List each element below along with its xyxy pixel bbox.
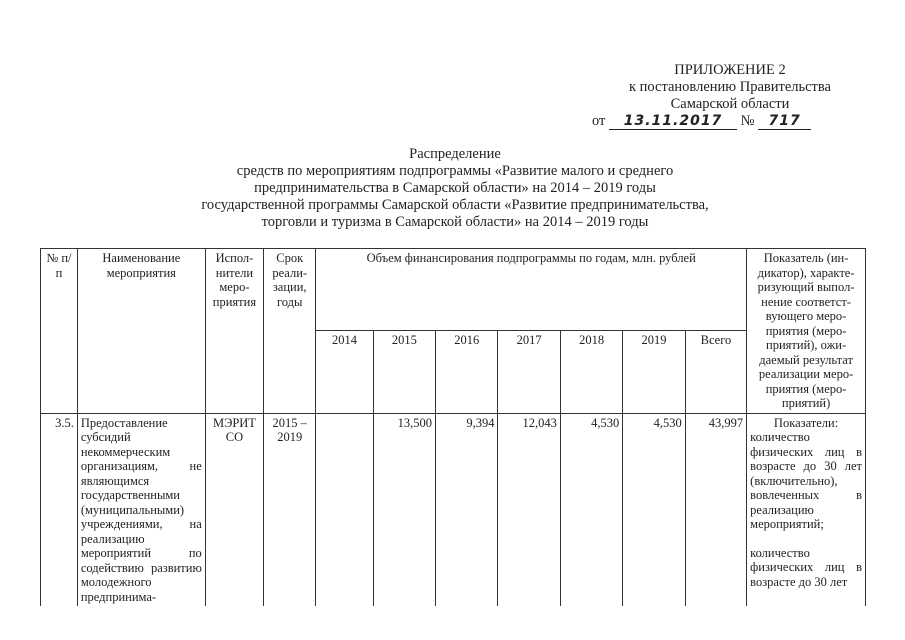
heading-line-3: предпринимательства в Самарской области» на 2014 – 2019 годы	[254, 180, 656, 196]
heading-line-1: Распределение	[409, 146, 501, 162]
appendix-line-2: Самарской области	[670, 96, 790, 112]
row-value-2016: 9,394	[436, 413, 498, 606]
header-year: 2019	[623, 331, 685, 413]
table-header-row	[41, 249, 866, 331]
indicator-heading: Показатели:	[773, 415, 839, 430]
row-value-2018: 4,530	[560, 413, 622, 606]
appendix-title: ПРИЛОЖЕНИЕ 2	[674, 62, 786, 78]
header-funding: Объем финансирования подпрограммы по годам, млн. рублей	[316, 249, 747, 331]
row-value-2019: 4,530	[623, 413, 685, 606]
heading-line-4: государственной программы Самарской области «Развитие предпринимательства,	[201, 197, 709, 213]
row-name: Предоставление субсидий некоммерческим организациям, не являющимся государственными (муниципальными) учреждениями, на реализацию мероприятий по содействию развитию молодежного предпринима-	[77, 413, 205, 606]
from-label: от	[592, 113, 606, 129]
header-year: 2017	[498, 331, 560, 413]
heading-line-5: торговли и туризма в Самарской области» на 2014 – 2019 годы	[261, 214, 649, 230]
header-year: 2014	[316, 331, 373, 413]
header-executors: Испол-нители меро-приятия	[205, 249, 263, 414]
header-year: 2016	[436, 331, 498, 413]
indicator-item-2: количество физических лиц в возрасте до 30 лет	[750, 545, 862, 589]
row-num: 3.5.	[41, 413, 78, 606]
resolution-date-number	[592, 113, 862, 130]
appendix-line-1: к постановлению Правительства	[629, 79, 831, 95]
indicator-item-1: количество физических лиц в возрасте до 30 лет (включительно), вовлеченных в реализацию мероприятий;	[750, 430, 862, 531]
heading-line-2: средств по мероприятиям подпрограммы «Развитие малого и среднего	[236, 163, 674, 179]
row-value-2017: 12,043	[498, 413, 560, 606]
number-label: №	[740, 113, 755, 129]
document-heading	[140, 146, 770, 231]
header-name: Наименование мероприятия	[77, 249, 205, 414]
table-row	[41, 413, 866, 606]
row-executor: МЭРИТ СО	[205, 413, 263, 606]
header-year: 2018	[560, 331, 622, 413]
header-num: № п/п	[41, 249, 78, 414]
resolution-date: 13.11.2017	[609, 114, 737, 130]
header-year: 2015	[373, 331, 435, 413]
header-indicator: Показатель (ин-дикатор), характе-ризующий выпол-нение соответст-вующего меро-приятия (меро-приятий), ожи-даемый результат реализации меро-приятия (меро-приятий)	[747, 249, 866, 414]
row-indicator	[747, 413, 866, 606]
appendix-header	[592, 62, 850, 129]
funding-table	[40, 248, 866, 606]
row-value-2015: 13,500	[373, 413, 435, 606]
row-value-2014	[316, 413, 373, 606]
row-term: 2015 – 2019	[264, 413, 316, 606]
header-term: Срок реали-зации, годы	[264, 249, 316, 414]
row-value-total: 43,997	[685, 413, 746, 606]
header-total: Всего	[685, 331, 746, 413]
resolution-number: 717	[758, 114, 811, 130]
